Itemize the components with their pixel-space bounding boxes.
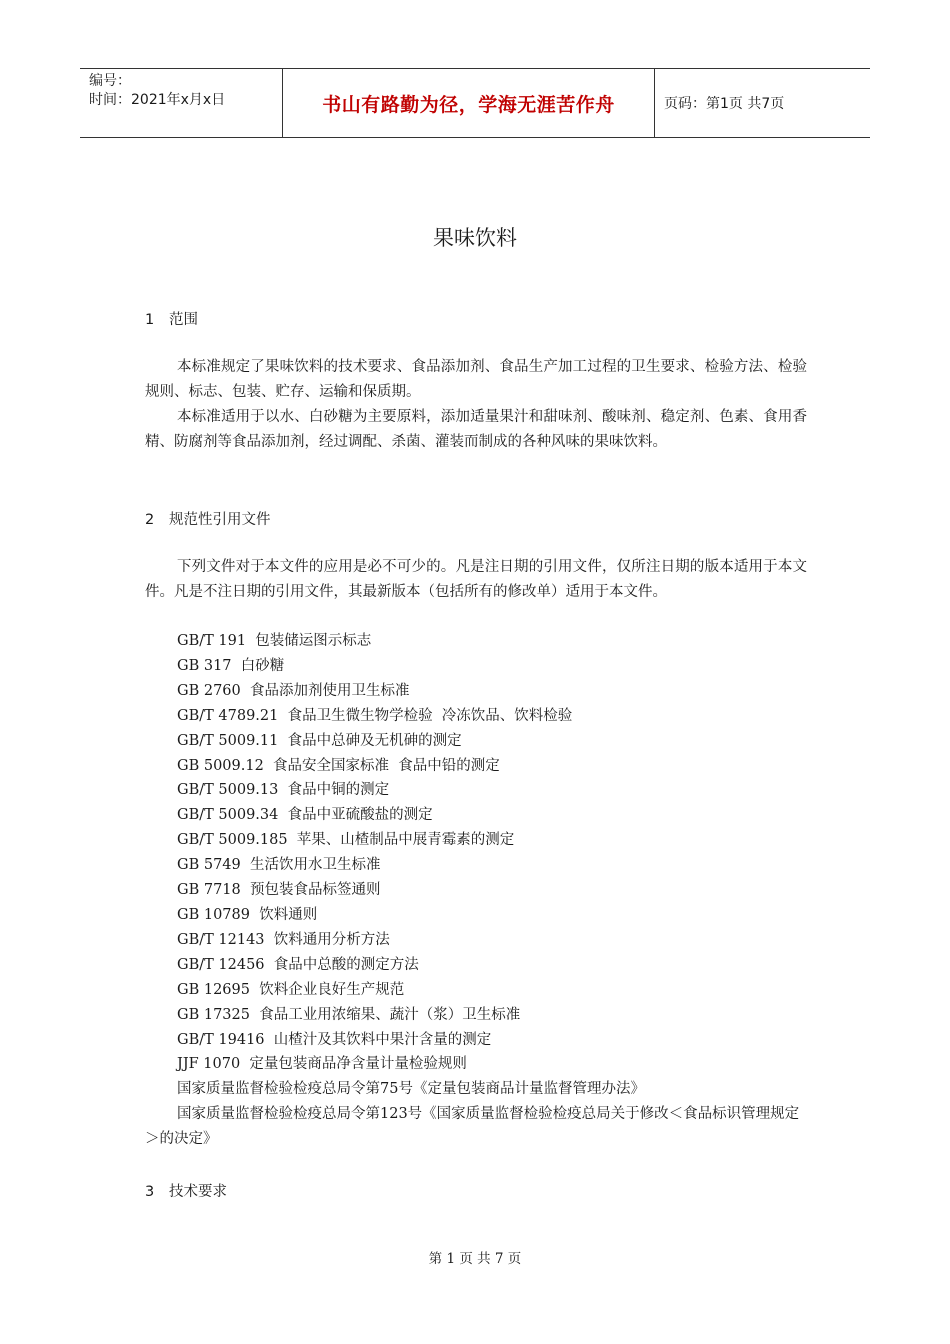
- reference-item: GB 17325 食品工业用浓缩果、蔬汁（浆）卫生标准: [177, 1006, 521, 1023]
- document-title: 果味饮料: [433, 226, 517, 250]
- reference-list: [145, 629, 807, 1152]
- time-label: 时间：2021年x月x日: [89, 92, 226, 108]
- scope-paragraph: 本标准规定了果味饮料的技术要求、食品添加剂、食品生产加工过程的卫生要求、检验方法、检验规则、标志、包装、贮存、运输和保质期。: [145, 359, 807, 400]
- reference-item: GB/T 5009.185 苹果、山楂制品中展青霉素的测定: [177, 832, 515, 849]
- reference-item: GB 5009.12 食品安全国家标准 食品中铅的测定: [177, 757, 500, 774]
- reference-item: GB 12695 饮料企业良好生产规范: [177, 981, 405, 998]
- reference-item: GB 317 白砂糖: [177, 657, 285, 674]
- number-label: 编号：: [89, 73, 131, 89]
- reference-item: JJF 1070 定量包装商品净含量计量检验规则: [177, 1056, 467, 1073]
- scope-paragraph: 本标准适用于以水、白砂糖为主要原料，添加适量果汁和甜味剂、酸味剂、稳定剂、色素、食用香精、防腐剂等食品添加剂，经过调配、杀菌、灌装而制成的各种风味的果味饮料。: [145, 409, 807, 450]
- reference-item: GB/T 5009.34 食品中亚硫酸盐的测定: [177, 807, 433, 824]
- reference-item: GB 10789 饮料通则: [177, 906, 318, 923]
- reference-item: GB/T 19416 山楂汁及其饮料中果汁含量的测定: [177, 1031, 492, 1048]
- references-intro: 下列文件对于本文件的应用是必不可少的。凡是注日期的引用文件，仅所注日期的版本适用于本文件。凡是不注日期的引用文件，其最新版本（包括所有的修改单）适用于本文件。: [145, 559, 807, 600]
- reference-item: 国家质量监督检验检疫总局令第123号《国家质量监督检验检疫总局关于修改＜食品标识管理规定＞的决定》: [145, 1106, 800, 1148]
- section-title: 技术要求: [169, 1184, 227, 1200]
- document-header: [80, 68, 870, 138]
- section-title: 范围: [169, 312, 198, 328]
- section-number: 2: [145, 512, 155, 528]
- header-meta: [80, 69, 282, 137]
- header-motto: 书山有路勤为径，学海无涯苦作舟: [282, 69, 655, 137]
- reference-item: GB/T 12143 饮料通用分析方法: [177, 931, 390, 948]
- reference-item: GB/T 191 包装储运图示标志: [177, 633, 372, 649]
- page-footer: 第 1 页 共 7 页: [428, 1251, 522, 1267]
- reference-item: 国家质量监督检验检疫总局令第75号《定量包装商品计量监督管理办法》: [177, 1081, 645, 1098]
- reference-item: GB/T 5009.11 食品中总砷及无机砷的测定: [177, 732, 462, 749]
- reference-item: GB 2760 食品添加剂使用卫生标准: [177, 682, 410, 699]
- reference-item: GB/T 5009.13 食品中铜的测定: [177, 782, 390, 799]
- reference-item: GB/T 4789.21 食品卫生微生物学检验 冷冻饮品、饮料检验: [177, 707, 573, 724]
- section-title: 规范性引用文件: [169, 512, 271, 528]
- header-page-info: 页码：第1页 共7页: [664, 96, 785, 112]
- reference-item: GB/T 12456 食品中总酸的测定方法: [177, 956, 419, 973]
- section-heading-scope: [145, 308, 198, 329]
- section-number: 1: [145, 312, 155, 328]
- reference-item: GB 5749 生活饮用水卫生标准: [177, 857, 381, 874]
- section-number: 3: [145, 1184, 155, 1200]
- reference-item: GB 7718 预包装食品标签通则: [177, 882, 381, 899]
- section-heading-references: [145, 508, 271, 529]
- section-heading-technical: [145, 1180, 227, 1201]
